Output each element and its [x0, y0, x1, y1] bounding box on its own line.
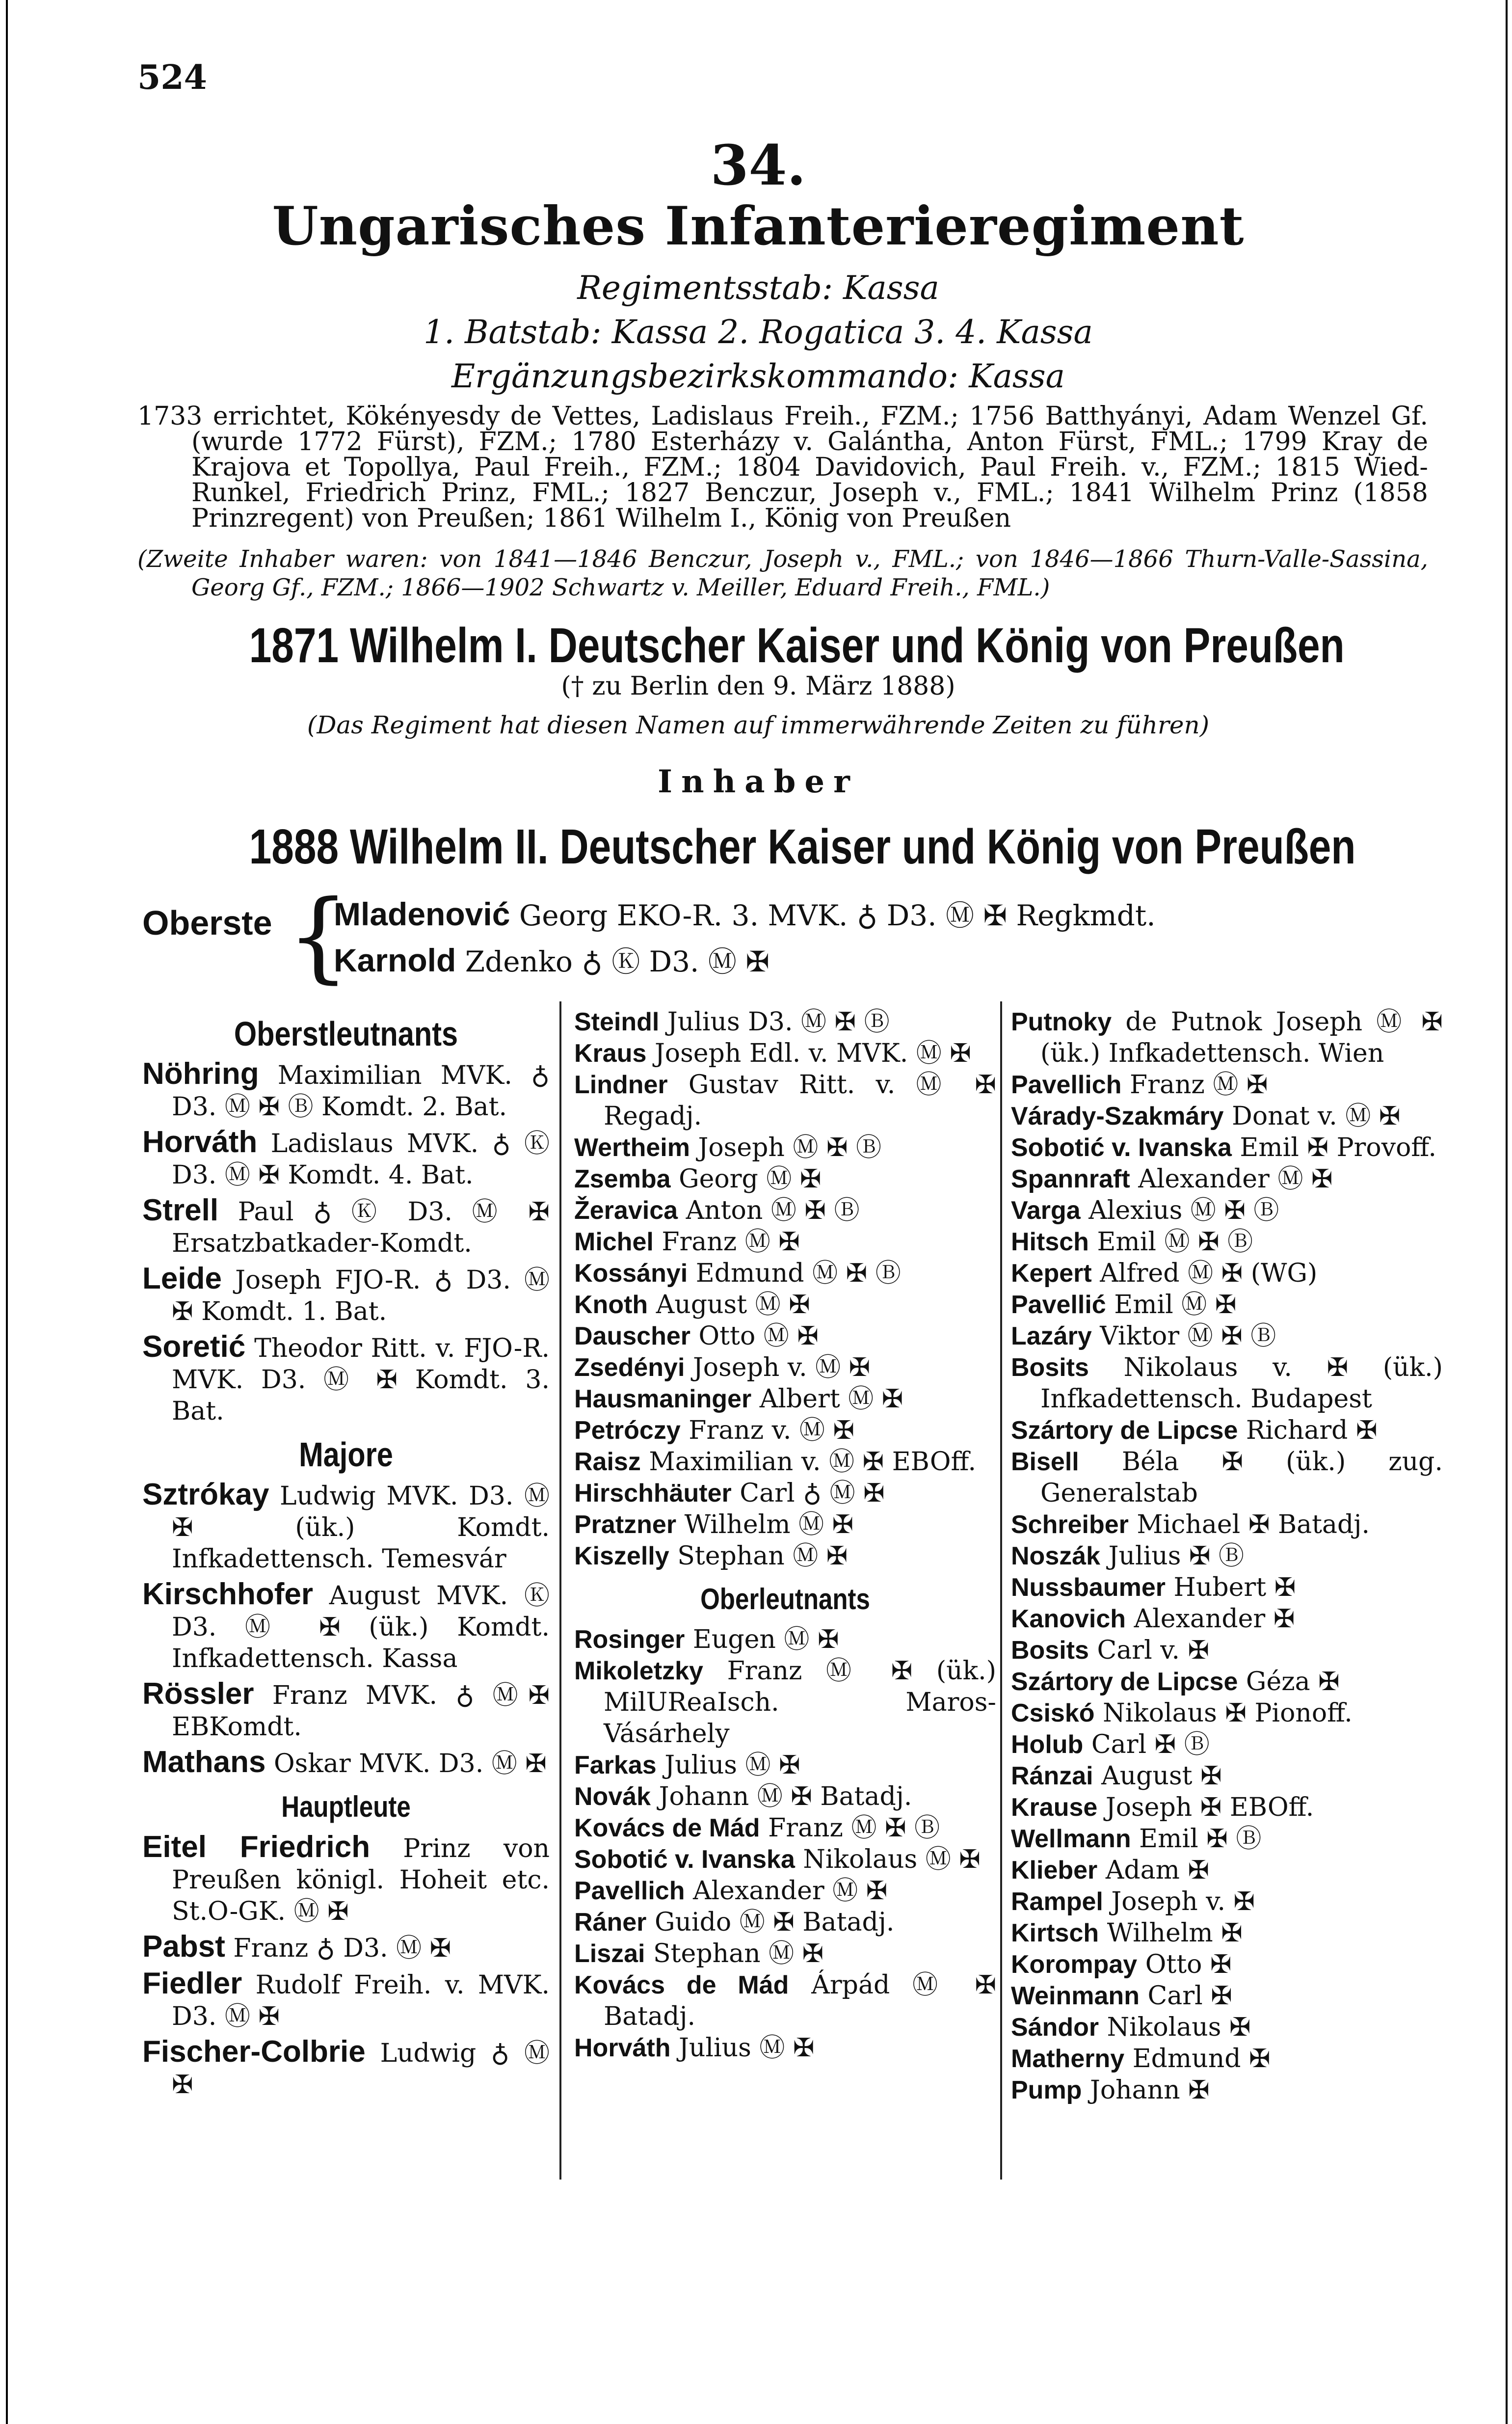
- battalion-staff: 1. Batstab: Kassa 2. Rogatica 3. 4. Kassa: [424, 313, 1093, 351]
- person-details: Wilhelm Ⓜ ✠: [684, 1510, 854, 1539]
- person-name: Kirschhofer: [142, 1577, 313, 1611]
- list-item: [574, 1383, 996, 1415]
- person-details: August ✠: [1101, 1761, 1222, 1791]
- person-name: Žeravica: [574, 1196, 678, 1225]
- person-details: Albert Ⓜ ✠: [759, 1384, 903, 1414]
- hauptleute-list: [142, 1831, 550, 2101]
- person-details: Nikolaus v. ✠ (ük.) Infkadettensch. Budapest: [1040, 1353, 1443, 1414]
- list-item: [1011, 1320, 1443, 1352]
- list-item: [574, 1750, 996, 1781]
- person-details: Nikolaus ✠: [1107, 2013, 1251, 2042]
- list-item: [574, 2032, 996, 2064]
- person-details: Ludwig MVK. D3. Ⓜ ✠ (ük.) Komdt. Infkadettensch. Temesvár: [172, 1481, 550, 1574]
- person-name: Holub: [1011, 1730, 1084, 1759]
- person-details: Georg Ⓜ ✠: [679, 1164, 822, 1194]
- person-name: Rampel: [1011, 1887, 1103, 1916]
- person-details: Theodor Ritt. v. FJO-R. MVK. D3. Ⓜ ✠ Komdt. 3. Bat.: [172, 1334, 550, 1426]
- person-details: Stephan Ⓜ ✠: [677, 1541, 848, 1571]
- person-details: Joseph v. Ⓜ ✠: [692, 1353, 871, 1382]
- person-details: Joseph Edl. v. MVK. Ⓜ ✠: [654, 1039, 971, 1068]
- list-item: [1011, 1635, 1443, 1666]
- person-details: Julius ✠ Ⓑ: [1108, 1541, 1245, 1571]
- list-item: [1011, 1415, 1443, 1446]
- majore-list: [142, 1479, 550, 1779]
- person-name: Pavellić: [1011, 1291, 1106, 1319]
- list-item: [1011, 1603, 1443, 1635]
- person-name: Petróczy: [574, 1416, 681, 1445]
- person-name: Hausmaninger: [574, 1385, 752, 1413]
- person-details: Franz MVK. ♁ Ⓜ✠ EBKomdt.: [172, 1681, 550, 1742]
- hauptleute-cont-list: [574, 1006, 996, 1572]
- regimental-staff: Regimentsstab: Kassa: [577, 269, 939, 307]
- person-name: Kirtsch: [1011, 1919, 1099, 1947]
- list-item: [1011, 1006, 1443, 1069]
- person-name: Kraus: [574, 1039, 647, 1068]
- person-name: Liszai: [574, 1939, 645, 1968]
- list-item: [574, 1320, 996, 1352]
- person-details: Franz Ⓜ ✠ (ük.) MilUReaIsch. Maros-Vásárhely: [604, 1656, 996, 1749]
- person-details: August MVK. Ⓚ D3. Ⓜ ✠ (ük.) Komdt. Infkadettensch. Kassa: [172, 1581, 550, 1673]
- list-item: [1011, 1697, 1443, 1729]
- person-name: Wellmann: [1011, 1825, 1131, 1853]
- list-item: [574, 1781, 996, 1812]
- person-name: Kepert: [1011, 1259, 1092, 1288]
- list-item: [574, 1069, 996, 1132]
- list-item: [1011, 1823, 1443, 1855]
- inhaber-heading: Inhaber: [658, 763, 859, 800]
- owner1-note: (Das Regiment hat diesen Namen auf immerwährende Zeiten zu führen): [307, 711, 1210, 739]
- owner1-death: († zu Berlin den 9. März 1888): [561, 672, 955, 701]
- section-heading: Oberstleutnants: [234, 1015, 458, 1053]
- list-item: [1011, 1101, 1443, 1132]
- person-details: Alexius Ⓜ ✠ Ⓑ: [1088, 1196, 1279, 1225]
- person-details: Michael ✠ Batadj.: [1137, 1510, 1370, 1539]
- oberstleutnants-list: [142, 1058, 550, 1427]
- person-name: Kovács de Mád: [574, 1814, 760, 1842]
- person-name: Steindl: [574, 1008, 660, 1036]
- person-name: Lindner: [574, 1071, 668, 1099]
- person-details: Maximilian MVK. ♁ D3. Ⓜ ✠ Ⓑ Komdt. 2. Bat.: [172, 1061, 550, 1122]
- person-details: Franz Ⓜ ✠: [1130, 1070, 1268, 1100]
- oberst-name: Karnold: [334, 942, 456, 978]
- person-details: Joseph FJO-R. ♁ D3. Ⓜ ✠ Komdt. 1. Bat.: [172, 1266, 550, 1326]
- person-details: Julius Ⓜ ✠: [664, 1751, 800, 1780]
- list-item: [142, 1479, 550, 1575]
- person-details: Oskar MVK. D3. Ⓜ ✠: [274, 1749, 547, 1778]
- person-name: Pump: [1011, 2076, 1082, 2104]
- person-name: Pavellich: [1011, 1071, 1122, 1099]
- list-item: [1011, 1163, 1443, 1195]
- person-details: Viktor Ⓜ ✠ Ⓑ: [1100, 1321, 1276, 1351]
- person-details: Rudolf Freih. v. MVK. D3. Ⓜ ✠: [172, 1970, 550, 2031]
- owner2-block: [137, 819, 1379, 875]
- oberleutnants-list: [574, 1624, 996, 2064]
- person-details: Paul ♁ Ⓚ D3. Ⓜ ✠ Ersatzbatkader-Komdt.: [172, 1197, 550, 1258]
- person-name: Horváth: [574, 2034, 671, 2062]
- list-item: [574, 1226, 996, 1258]
- list-item: [1011, 2074, 1443, 2106]
- person-details: Julius D3. Ⓜ ✠ Ⓑ: [667, 1007, 890, 1037]
- oberst-details: Zdenko ♁ Ⓚ D3. Ⓜ ✠: [465, 945, 769, 978]
- person-details: Joseph Ⓜ ✠ Ⓑ: [698, 1133, 882, 1162]
- person-name: Noszák: [1011, 1542, 1101, 1570]
- list-item: [1011, 1980, 1443, 2012]
- person-details: Richard ✠: [1246, 1416, 1378, 1445]
- list-item: [142, 1678, 550, 1743]
- person-name: Bisell: [1011, 1448, 1079, 1476]
- person-name: Farkas: [574, 1751, 657, 1779]
- person-name: Várady-Szakmáry: [1011, 1102, 1224, 1131]
- list-item: [142, 1058, 550, 1123]
- person-name: Leide: [142, 1262, 222, 1295]
- list-item: [574, 1352, 996, 1383]
- person-details: Emil Ⓜ ✠: [1114, 1290, 1237, 1320]
- person-details: Alexander Ⓜ ✠: [693, 1876, 888, 1906]
- list-item: [142, 1263, 550, 1327]
- list-item: [1011, 1069, 1443, 1101]
- person-name: Szártory de Lipcse: [1011, 1668, 1238, 1696]
- person-name: Bosits: [1011, 1353, 1089, 1382]
- list-item: [1011, 1886, 1443, 1917]
- list-item: [142, 1747, 550, 1779]
- person-name: Kanovich: [1011, 1605, 1126, 1633]
- person-name: Bosits: [1011, 1636, 1089, 1665]
- list-item: [574, 1446, 996, 1478]
- section-heading: Oberleutnants: [700, 1583, 870, 1616]
- person-details: Anton Ⓜ ✠ Ⓑ: [686, 1196, 860, 1225]
- person-name: Kiszelly: [574, 1542, 669, 1570]
- second-owners-paragraph: [137, 545, 1428, 602]
- person-name: Csiskó: [1011, 1699, 1095, 1727]
- oberst-details: Georg EKO-R. 3. MVK. ♁ D3. Ⓜ ✠ Regkmdt.: [519, 899, 1156, 932]
- person-name: Horváth: [142, 1125, 258, 1159]
- oberst-name: Mladenović: [334, 896, 510, 932]
- column-divider: [1000, 1001, 1002, 2180]
- person-name: Mathans: [142, 1745, 266, 1779]
- person-details: Carl ✠ Ⓑ: [1091, 1730, 1210, 1759]
- person-name: Strell: [142, 1193, 219, 1227]
- person-name: Michel: [574, 1228, 654, 1256]
- list-item: [1011, 2012, 1443, 2043]
- list-item: [142, 1579, 550, 1674]
- person-details: Nikolaus ✠ Pionoff.: [1103, 1698, 1353, 1728]
- person-name: Raisz: [574, 1448, 641, 1476]
- person-details: Carl v. ✠: [1097, 1636, 1210, 1665]
- person-details: Carl ✠: [1147, 1981, 1232, 2011]
- list-item: [1011, 1729, 1443, 1760]
- person-name: Knoth: [574, 1291, 648, 1319]
- person-name: Novák: [574, 1782, 651, 1811]
- list-item: [574, 1812, 996, 1844]
- person-name: Nöhring: [142, 1057, 259, 1091]
- column-3: [1011, 1006, 1443, 2106]
- person-details: Edmund Ⓜ ✠ Ⓑ: [695, 1259, 901, 1288]
- list-item: [1011, 1509, 1443, 1540]
- person-name: Pavellich: [574, 1877, 685, 1905]
- list-item: [574, 1655, 996, 1750]
- list-item: [574, 1163, 996, 1195]
- person-name: Mikoletzky: [574, 1657, 703, 1685]
- person-name: Matherny: [1011, 2045, 1125, 2073]
- person-name: Ránzai: [1011, 1762, 1093, 1790]
- list-item: [574, 1415, 996, 1446]
- list-item: [574, 1195, 996, 1226]
- person-details: Nikolaus Ⓜ ✠: [803, 1845, 981, 1874]
- person-name: Pabst: [142, 1930, 225, 1964]
- list-item: [574, 1540, 996, 1572]
- brace: {: [287, 879, 350, 994]
- person-details: Guido Ⓜ ✠ Batadj.: [654, 1908, 895, 1937]
- second-owners-text: (Zweite Inhaber waren: von 1841—1846 Benczur, Joseph v., FML.; von 1846—1866 Thurn-Valle-Sassina, Georg Gf., FZM.; 1866—1902 Schwartz v. Meiller, Eduard Freih., FML.): [137, 545, 1428, 601]
- list-item: [1011, 1352, 1443, 1415]
- list-item: [1011, 1195, 1443, 1226]
- person-details: August Ⓜ ✠: [656, 1290, 810, 1320]
- list-item: [1011, 1572, 1443, 1603]
- section-heading: Majore: [299, 1435, 393, 1474]
- list-item: [142, 1968, 550, 2032]
- person-name: Rössler: [142, 1677, 254, 1711]
- page-number: 524: [137, 58, 207, 97]
- person-details: Franz Ⓜ ✠: [662, 1227, 800, 1257]
- column-2: [574, 1006, 996, 2064]
- person-details: Emil ✠ Ⓑ: [1139, 1824, 1262, 1854]
- person-details: Joseph ✠ EBOff.: [1105, 1793, 1314, 1822]
- person-details: Wilhelm ✠: [1107, 1918, 1243, 1948]
- list-item: [574, 1624, 996, 1655]
- person-details: de Putnok Joseph Ⓜ ✠ (ük.) Infkadettensch. Wien: [1040, 1007, 1443, 1068]
- list-item: [574, 1258, 996, 1289]
- person-name: Eitel Friedrich: [142, 1830, 371, 1864]
- person-details: Joseph v. ✠: [1111, 1887, 1255, 1916]
- list-item: [1011, 1666, 1443, 1697]
- person-name: Schreiber: [1011, 1510, 1129, 1539]
- person-details: Eugen Ⓜ ✠: [692, 1625, 839, 1654]
- person-details: Prinz von Preußen königl. Hoheit etc. St.O-GK. Ⓜ ✠: [172, 1834, 550, 1926]
- list-item: [1011, 1446, 1443, 1509]
- person-details: Árpád Ⓜ ✠ Batadj.: [604, 1970, 997, 2031]
- person-name: Sztrókay: [142, 1478, 269, 1511]
- list-item: [1011, 1792, 1443, 1823]
- list-item: [574, 1938, 996, 1969]
- person-details: Emil Ⓜ ✠ Ⓑ: [1097, 1227, 1253, 1257]
- list-item: [574, 1875, 996, 1907]
- list-item: [574, 1509, 996, 1540]
- person-details: Ludwig ♁ Ⓜ ✠: [172, 2039, 550, 2100]
- list-item: [142, 1331, 550, 1427]
- person-details: Julius Ⓜ ✠: [679, 2033, 815, 2063]
- person-details: Franz v. Ⓜ ✠: [689, 1416, 855, 1445]
- person-name: Sobotić v. Ivanska: [1011, 1133, 1232, 1162]
- list-item: [1011, 1540, 1443, 1572]
- list-item: [574, 1478, 996, 1509]
- list-item: [1011, 1226, 1443, 1258]
- list-item: [1011, 1917, 1443, 1949]
- list-item: [1011, 2043, 1443, 2074]
- person-details: Gustav Ritt. v. Ⓜ ✠ Regadj.: [604, 1070, 996, 1131]
- person-details: Géza ✠: [1246, 1667, 1340, 1697]
- list-item: [1011, 1132, 1443, 1163]
- list-item: [142, 1127, 550, 1191]
- owner1-title: 1871 Wilhelm I. Deutscher Kaiser und König von Preußen: [249, 618, 1345, 673]
- person-details: Alexander Ⓜ ✠: [1138, 1164, 1333, 1194]
- person-name: Szártory de Lipcse: [1011, 1416, 1238, 1445]
- person-name: Soretić: [142, 1330, 246, 1364]
- person-details: Hubert ✠: [1173, 1573, 1296, 1602]
- regiment-number: 34.: [710, 134, 806, 198]
- person-details: Alfred Ⓜ ✠ (WG): [1100, 1259, 1318, 1288]
- person-name: Nussbaumer: [1011, 1573, 1166, 1602]
- person-name: Hirschhäuter: [574, 1479, 732, 1508]
- oberst-entry: [334, 892, 1156, 934]
- person-name: Korompay: [1011, 1950, 1138, 1979]
- person-details: Franz Ⓜ ✠ Ⓑ: [768, 1813, 940, 1843]
- person-details: Otto ✠: [1145, 1950, 1232, 1979]
- person-name: Fiedler: [142, 1966, 242, 2000]
- person-name: Fischer-Colbrie: [142, 2035, 366, 2069]
- person-name: Klieber: [1011, 1856, 1098, 1885]
- column-1: [142, 1006, 550, 2104]
- person-details: Ladislaus MVK. ♁ Ⓚ D3. Ⓜ ✠ Komdt. 4. Bat.: [172, 1129, 550, 1190]
- oberste-label: Oberste: [142, 904, 272, 942]
- list-item: [1011, 1855, 1443, 1886]
- person-name: Lazáry: [1011, 1322, 1092, 1350]
- section-heading: Hauptleute: [281, 1790, 411, 1823]
- list-item: [1011, 1258, 1443, 1289]
- person-name: Krause: [1011, 1793, 1098, 1822]
- person-name: Putnoky: [1011, 1008, 1112, 1036]
- person-name: Zsedényi: [574, 1353, 685, 1382]
- list-item: [574, 1038, 996, 1069]
- list-item: [574, 1907, 996, 1938]
- person-details: Otto Ⓜ ✠: [698, 1321, 819, 1351]
- person-name: Pratzner: [574, 1510, 677, 1539]
- person-details: Béla ✠ (ük.) zug. Generalstab: [1040, 1447, 1443, 1508]
- person-name: Dauscher: [574, 1322, 690, 1350]
- list-item: [574, 1289, 996, 1320]
- list-item: [574, 1844, 996, 1875]
- person-name: Sándor: [1011, 2013, 1099, 2042]
- regiment-title: Ungarisches Infanterieregiment: [272, 195, 1245, 257]
- list-item: [574, 1006, 996, 1038]
- person-details: Maximilian v. Ⓜ ✠ EBOff.: [649, 1447, 977, 1477]
- person-details: Emil ✠ Provoff.: [1240, 1133, 1437, 1162]
- history-paragraph: [137, 404, 1428, 531]
- person-details: Edmund ✠: [1132, 2044, 1271, 2074]
- person-name: Kovács de Mád: [574, 1971, 789, 1999]
- person-details: Adam ✠: [1105, 1856, 1210, 1885]
- person-details: Franz ♁ D3. Ⓜ ✠: [233, 1934, 451, 1963]
- person-name: Hitsch: [1011, 1228, 1089, 1256]
- person-details: Johann ✠: [1089, 2075, 1210, 2105]
- person-name: Ráner: [574, 1908, 647, 1937]
- list-item: [1011, 1949, 1443, 1980]
- owner2-title: 1888 Wilhelm II. Deutscher Kaiser und König von Preußen: [249, 819, 1356, 874]
- person-details: Alexander ✠: [1134, 1604, 1295, 1634]
- person-details: Carl ♁ Ⓜ ✠: [740, 1479, 885, 1508]
- person-details: Johann Ⓜ ✠ Batadj.: [659, 1782, 912, 1811]
- list-item: [142, 1195, 550, 1259]
- list-item: [574, 1969, 996, 2032]
- person-name: Wertheim: [574, 1133, 690, 1162]
- person-name: Kossányi: [574, 1259, 688, 1288]
- list-item: [142, 1831, 550, 1927]
- person-name: Zsemba: [574, 1165, 671, 1193]
- person-name: Rosinger: [574, 1625, 685, 1654]
- person-name: Weinmann: [1011, 1982, 1140, 2010]
- list-item: [574, 1132, 996, 1163]
- list-item: [142, 2036, 550, 2101]
- person-name: Varga: [1011, 1196, 1081, 1225]
- person-details: Donat v. Ⓜ ✠: [1232, 1102, 1401, 1131]
- oberleutnants-cont-list: [1011, 1006, 1443, 2106]
- oberst-entry: [334, 939, 769, 980]
- history-text: 1733 errichtet, Kökényesdy de Vettes, Ladislaus Freih., FZM.; 1756 Batthyányi, Adam Wenzel Gf. (wurde 1772 Fürst), FZM.; 1780 Esterházy v. Galántha, Anton Fürst, FML.; 1799 Kray de Krajova et Topollya, Paul Freih., FZM.; 1804 Davidovich, Paul Freih. v., FZM.; 1815 Wied-Runkel, Friedrich Prinz, FML.; 1827 Benczur, Joseph v., FML.; 1841 Wilhelm Prinz (1858 Prinzregent) von Preußen; 1861 Wilhelm I., König von Preußen: [137, 402, 1428, 533]
- person-name: Sobotić v. Ivanska: [574, 1845, 795, 1874]
- person-details: Stephan Ⓜ ✠: [653, 1939, 824, 1968]
- recruiting-district: Ergänzungsbezirkskommando: Kassa: [451, 357, 1065, 395]
- owner1-block: [137, 618, 1379, 674]
- list-item: [142, 1931, 550, 1964]
- person-name: Spannraft: [1011, 1165, 1130, 1193]
- column-divider: [559, 1001, 561, 2180]
- list-item: [1011, 1289, 1443, 1320]
- list-item: [1011, 1760, 1443, 1792]
